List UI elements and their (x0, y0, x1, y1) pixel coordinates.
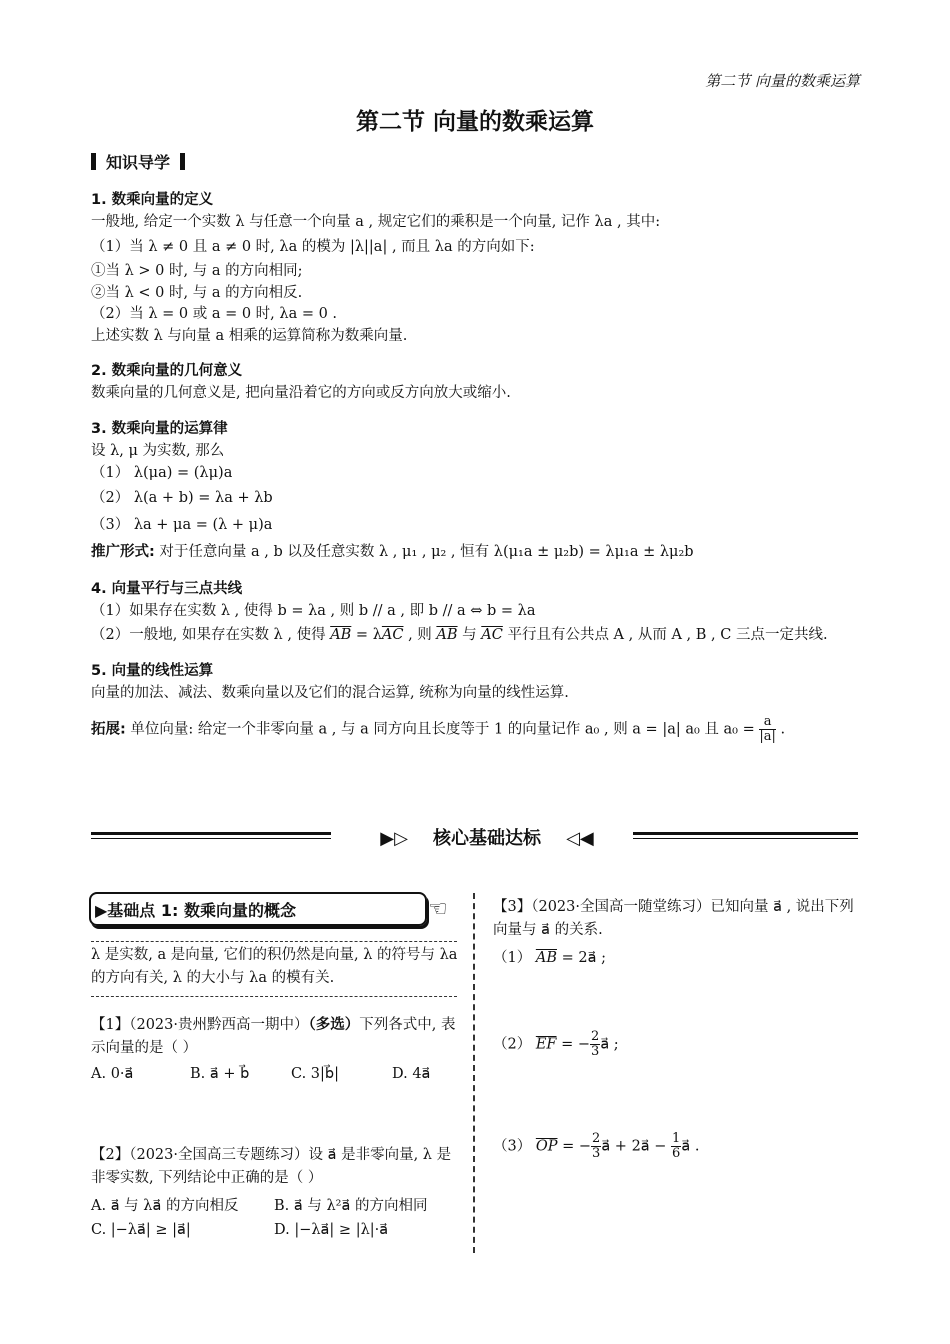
running-header: 第二节 向量的数乘运算 (705, 72, 860, 90)
q3-part-2 (493, 1030, 619, 1059)
right-bar-mark (180, 153, 185, 170)
s3-law-2: （2） λ(a + b) = λa + λb (91, 490, 273, 506)
vector-ef: $\overline{EF}$ (535, 1036, 557, 1053)
q3-p2-tail: a⃗ ; (600, 1036, 619, 1053)
s4-l2-c: = λ (351, 627, 382, 643)
vector-ac-2: $\overline{AC}$ (481, 627, 503, 643)
s2-line-1: 数乘向量的几何意义是, 把向量沿着它的方向或反方向放大或缩小. (91, 385, 511, 401)
fraction-two-thirds (590, 1030, 600, 1059)
q3-p1-label: （1） (493, 950, 536, 966)
unit-vector-fraction (759, 715, 776, 744)
column-divider (473, 893, 475, 1253)
banner-title (341, 824, 633, 850)
q1-multi-tag: （多选） (308, 1017, 360, 1033)
q3-p2-label: （2） (493, 1036, 536, 1053)
section-1-heading: 1. 数乘向量的定义 (91, 192, 214, 208)
banner-left-arrows: ▶▷ (380, 828, 408, 849)
s3-law-3: （3） λa + μa = (λ + μ)a (91, 517, 273, 533)
s1-line-1: 一般地, 给定一个实数 λ 与任意一个向量 a , 规定它们的乘积是一个向量, 记作 λa , 其中: (91, 214, 661, 230)
q2-option-b: B. a⃗ 与 λ²a⃗ 的方向相同 (274, 1198, 428, 1214)
q3-p3-mid: a⃗ + 2a⃗ − (601, 1138, 672, 1155)
vector-op: $\overline{OP}$ (535, 1138, 558, 1155)
knowledge-point-box: ▶基础点 1: 数乘向量的概念 (89, 892, 427, 926)
extension-text: 对于任意向量 a , b 以及任意实数 λ , μ₁ , μ₂ , 恒有 λ(μ₁a ± μ₂b) = λμ₁a ± λμ₂b (154, 544, 694, 560)
p3-den2: 6 (672, 1146, 681, 1161)
s4-l2-a: （2）一般地, 如果存在实数 λ , 使得 (91, 627, 331, 643)
ext-label: 拓展: (91, 721, 126, 738)
q1-source: 【1】（2023·贵州黔西高一期中） (91, 1017, 309, 1033)
q3-part-3 (493, 1132, 699, 1161)
p3-den1: 3 (592, 1146, 601, 1161)
section-2-heading: 2. 数乘向量的几何意义 (91, 363, 243, 379)
kp1-description: λ 是实数, a 是向量, 它们的积仍然是向量, λ 的符号与 λa 的方向有关, λ 的大小与 λa 的模有关. (91, 947, 458, 986)
q3-p1-rhs: = 2a⃗ ; (556, 950, 606, 966)
banner-right-arrows: ◁◀ (566, 828, 594, 849)
guide-label: 知识导学 (106, 153, 171, 172)
s1-line-2: （1）当 λ ≠ 0 且 a ≠ 0 时, λa 的模为 |λ||a| , 而且 λa 的方向如下: (91, 239, 535, 255)
p2-num: 2 (591, 1029, 600, 1044)
s1-line-4: ②当 λ < 0 时, 与 a 的方向相反. (91, 285, 303, 301)
question-2-stem: 【2】（2023·全国高三专题练习）设 a⃗ 是非零向量, λ 是非零实数, 下列结论中正确的是（ ） (91, 1147, 452, 1186)
frac-num: a (759, 715, 776, 730)
q1-prompt: 下列各式中, 表示向量的是（ ） (91, 1017, 456, 1056)
s1-line-6: 上述实数 λ 与向量 a 相乘的运算简称为数乘向量. (91, 328, 408, 344)
q1-option-c: C. 3|b⃗| (291, 1066, 339, 1082)
q1-option-a: A. 0·a⃗ (91, 1066, 134, 1082)
section-4-heading: 4. 向量平行与三点共线 (91, 581, 243, 597)
question-1-stem (91, 1014, 459, 1060)
q2-option-c: C. |−λa⃗| ≥ |a⃗| (91, 1222, 191, 1238)
question-3-stem: 【3】（2023·全国高一随堂练习）已知向量 a⃗ , 说出下列向量与 a⃗ 的关系. (493, 899, 854, 938)
frac-den: |a| (759, 729, 776, 744)
s5-line-1: 向量的加法、减法、数乘向量以及它们的混合运算, 统称为向量的线性运算. (91, 685, 569, 701)
s3-law-1: （1） λ(μa) = (λμ)a (91, 465, 233, 481)
s3-extension (91, 541, 694, 563)
s1-line-3: ①当 λ > 0 时, 与 a 的方向相同; (91, 263, 303, 279)
section-5-heading: 5. 向量的线性运算 (91, 663, 214, 679)
extension-unit-vector (91, 715, 785, 744)
s3-line-1: 设 λ, μ 为实数, 那么 (91, 443, 225, 459)
vector-ab-2: $\overline{AB}$ (436, 627, 458, 643)
vector-ac: $\overline{AC}$ (381, 627, 404, 643)
p3-num1: 2 (592, 1131, 601, 1146)
q3-p3-eq: = − (557, 1138, 592, 1155)
fraction-two-thirds-b (591, 1132, 601, 1161)
q1-option-d: D. 4a⃗ (392, 1066, 431, 1082)
s4-line-2 (91, 624, 828, 646)
vector-ab: $\overline{AB}$ (330, 627, 352, 643)
q3-part-1 (493, 946, 606, 967)
q2-option-d: D. |−λa⃗| ≥ |λ|·a⃗ (274, 1222, 389, 1238)
divider-bottom (91, 996, 457, 997)
fraction-one-sixth (671, 1132, 681, 1161)
ext-text: 单位向量: 给定一个非零向量 a , 与 a 同方向且长度等于 1 的向量记作 a₀ , 则 a = |a| a₀ 且 a₀ = (125, 721, 760, 738)
banner-left-rule (91, 832, 331, 839)
banner-label: 核心基础达标 (433, 828, 541, 849)
ext-end: . (775, 721, 786, 738)
extension-label: 推广形式: (91, 544, 155, 560)
s4-l2-g: 与 (457, 627, 482, 643)
s1-line-5: （2）当 λ = 0 或 a = 0 时, λa = 0 . (91, 306, 338, 322)
p2-den: 3 (591, 1044, 600, 1059)
page-title: 第二节 向量的数乘运算 (355, 109, 594, 135)
q2-option-a: A. a⃗ 与 λa⃗ 的方向相反 (91, 1198, 239, 1214)
q1-option-b: B. a⃗ + b⃗ (190, 1066, 250, 1082)
pointing-hand-icon: ☜ (428, 897, 448, 922)
s4-line-1: （1）如果存在实数 λ , 使得 b = λa , 则 b // a , 即 b // a ⇔ b = λa (91, 603, 536, 619)
core-banner (91, 826, 858, 850)
section-label-knowledge-guide (91, 150, 185, 173)
left-bar-mark (91, 153, 96, 170)
q3-p3-label: （3） (493, 1138, 536, 1155)
p3-num2: 1 (672, 1131, 681, 1146)
q3-p2-eq: = − (556, 1036, 591, 1053)
section-3-heading: 3. 数乘向量的运算律 (91, 421, 228, 437)
banner-right-rule (633, 832, 858, 839)
divider-top (91, 941, 457, 942)
q3-p3-tail: a⃗ . (681, 1138, 700, 1155)
s4-l2-e: , 则 (403, 627, 437, 643)
vector-ab-q3: $\overline{AB}$ (535, 950, 557, 966)
s4-l2-i: 平行且有公共点 A , 从而 A , B , C 三点一定共线. (502, 627, 828, 643)
